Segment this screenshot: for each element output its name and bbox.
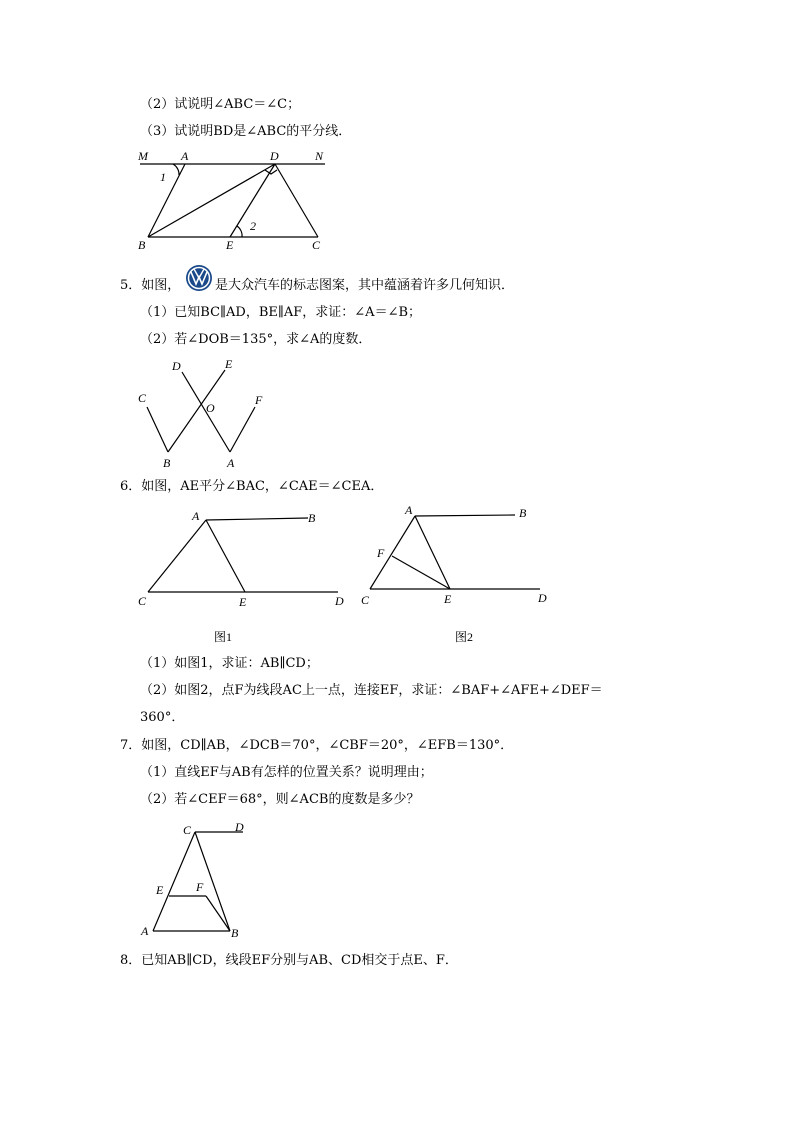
- p5-figure: [130, 352, 280, 474]
- p6-fig1-label-E: E: [239, 595, 247, 609]
- p7-figure: [135, 816, 260, 942]
- p6-question-2-line1: （2）如图2，点F为线段AC上一点，连接EF，求证：∠BAF+∠AFE+∠DEF＝: [140, 683, 603, 698]
- p6-question-1: （1）如图1，求证：AB∥CD；: [140, 656, 319, 671]
- p4-label-angle-2: 2: [250, 219, 256, 233]
- p7-question-2: （2）若∠CEF＝68°，则∠ACB的度数是多少？: [140, 792, 420, 807]
- p6-heading: 6．如图，AE平分∠BAC，∠CAE＝∠CEA．: [120, 479, 384, 494]
- p6-fig2-label-C: C: [361, 593, 370, 607]
- p5-label-B: B: [163, 456, 171, 470]
- p5-question-2: （2）若∠DOB＝135°，求∠A的度数．: [140, 332, 372, 347]
- p7-heading: 7．如图，CD∥AB，∠DCB＝70°，∠CBF＝20°，∠EFB＝130°．: [120, 738, 514, 753]
- p7-label-D: D: [235, 820, 244, 834]
- p6-fig1-label-A: A: [192, 509, 200, 523]
- p7-label-F: F: [196, 880, 204, 894]
- p4-question-3: （3）试说明BD是∠ABC的平分线．: [140, 124, 352, 139]
- volkswagen-logo-icon: [185, 264, 213, 292]
- p5-label-O: O: [206, 401, 215, 415]
- p6-figure-1-caption: 图1: [214, 630, 233, 644]
- p6-fig2-label-B: B: [519, 506, 527, 520]
- p7-label-C: C: [183, 823, 192, 837]
- p7-label-E: E: [156, 883, 164, 897]
- p4-label-M: M: [138, 149, 148, 163]
- p7-label-A: A: [141, 924, 149, 938]
- p5-label-A: A: [227, 456, 235, 470]
- p5-heading-part2: 是大众汽车的标志图案，其中蕴涵着许多几何知识．: [215, 278, 515, 293]
- p5-label-D: D: [172, 359, 181, 373]
- p5-label-F: F: [255, 393, 263, 407]
- p5-question-1: （1）已知BC∥AD，BE∥AF，求证：∠A＝∠B；: [140, 305, 422, 320]
- p5-heading-part1: 5．如图，: [120, 278, 181, 293]
- p6-figure-2-caption: 图2: [455, 630, 474, 644]
- p6-figure-2: [355, 500, 555, 610]
- p4-label-N: N: [315, 149, 324, 163]
- p6-fig1-label-B: B: [308, 511, 316, 525]
- p5-label-C: C: [138, 391, 147, 405]
- p6-fig2-label-E: E: [444, 592, 452, 606]
- p4-question-2: （2）试说明∠ABC＝∠C；: [140, 97, 301, 112]
- p5-label-E: E: [225, 357, 233, 371]
- p4-label-C: C: [312, 238, 321, 252]
- p6-fig2-label-F: F: [377, 546, 385, 560]
- p6-fig1-label-D: D: [335, 594, 344, 608]
- p4-figure: [130, 146, 340, 252]
- p6-figure-1: [133, 503, 353, 613]
- p6-question-2-line2: 360°．: [140, 710, 185, 725]
- p6-fig1-label-C: C: [138, 594, 147, 608]
- p4-label-angle-1: 1: [160, 170, 166, 184]
- p7-label-B: B: [231, 926, 239, 940]
- p8-heading: 8．已知AB∥CD，线段EF分别与AB、CD相交于点E、F．: [120, 953, 458, 968]
- p4-label-D: D: [270, 149, 279, 163]
- p6-fig2-label-D: D: [538, 591, 547, 605]
- p7-question-1: （1）直线EF与AB有怎样的位置关系？说明理由；: [140, 765, 433, 780]
- p4-label-A: A: [181, 149, 189, 163]
- p6-fig2-label-A: A: [405, 503, 413, 517]
- p4-label-E: E: [226, 238, 234, 252]
- p4-label-B: B: [138, 238, 146, 252]
